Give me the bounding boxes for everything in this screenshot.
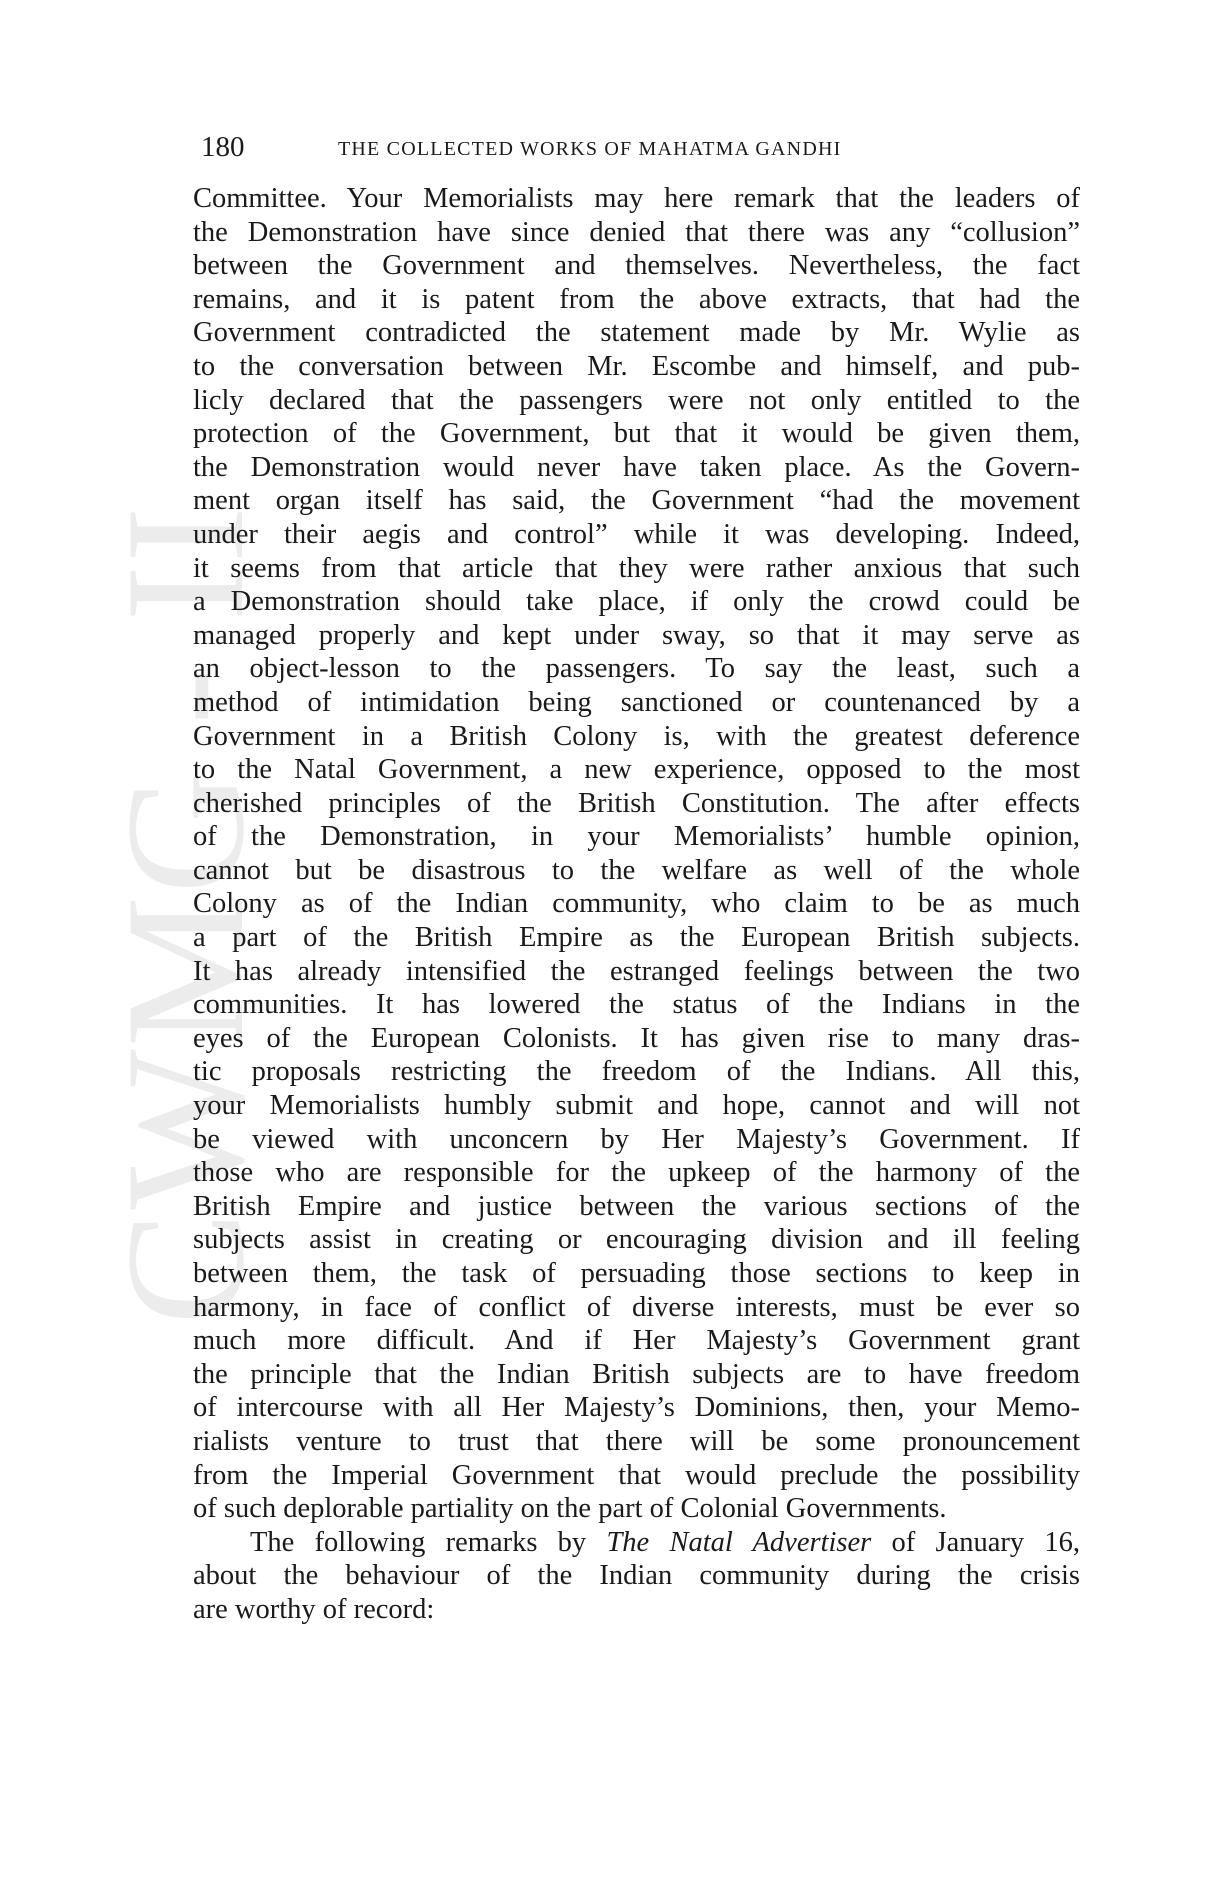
paragraph-2 xyxy=(193,1526,1080,1627)
text-line: those who are responsible for the upkeep of the harmony of the xyxy=(193,1157,1080,1189)
text-line: managed properly and kept under sway, so that it may serve as xyxy=(193,619,1080,651)
text-line: tic proposals restricting the freedom of the Indians. All this, xyxy=(193,1056,1080,1088)
text-line: Government in a British Colony is, with the greatest deference xyxy=(193,720,1080,752)
text-line xyxy=(193,1526,1080,1560)
text-line: it seems from that article that they were rather anxious that such xyxy=(193,552,1080,584)
text-line: between the Government and themselves. Nevertheless, the fact xyxy=(193,250,1080,282)
text-line: of such deplorable partiality on the part of Colonial Governments. xyxy=(193,1493,947,1525)
text-line: Committee. Your Memorialists may here remark that the leaders of xyxy=(193,183,1080,214)
text-line: It has already intensified the estranged feelings between the two xyxy=(193,955,1080,987)
text-line: rialists venture to trust that there will be some pronouncement xyxy=(193,1425,1080,1457)
running-title: THE COLLECTED WORKS OF MAHATMA GANDHI xyxy=(338,138,842,160)
text-line: between them, the task of persuading those sections to keep in xyxy=(193,1258,1080,1289)
text-line: are worthy of record: xyxy=(193,1593,435,1625)
text-line: subjects assist in creating or encouraging division and ill feeling xyxy=(193,1224,1080,1256)
text-line: much more difficult. And if Her Majesty’s Government grant xyxy=(193,1325,1080,1357)
text-line: the Demonstration have since denied that there was any “collusion” xyxy=(193,216,1080,248)
text-line: a Demonstration should take place, if only the crowd could be xyxy=(193,586,1080,618)
text-line: of intercourse with all Her Majesty’s Dominions, then, your Memo- xyxy=(193,1392,1080,1424)
text-line: from the Imperial Government that would preclude the possibility xyxy=(193,1459,1080,1491)
text-line: ment organ itself has said, the Government “had the movement xyxy=(193,485,1080,517)
running-head xyxy=(201,130,1081,170)
text-line: the principle that the Indian British subjects are to have freedom xyxy=(193,1358,1080,1390)
text-line: to the conversation between Mr. Escombe and himself, and pub- xyxy=(193,350,1080,382)
text-line: under their aegis and control” while it was developing. Indeed, xyxy=(193,518,1080,550)
text-line: harmony, in face of conflict of diverse interests, must be ever so xyxy=(193,1291,1080,1323)
text-line: the Demonstration would never have taken place. As the Govern- xyxy=(193,451,1080,483)
newspaper-title: The Natal Advertiser xyxy=(606,1526,872,1558)
watermark: CWMG - II xyxy=(91,504,279,1325)
body-text xyxy=(193,182,1080,1627)
text-line: cannot but be disastrous to the welfare as well of the whole xyxy=(193,854,1080,886)
text-line: eyes of the European Colonists. It has given rise to many dras- xyxy=(193,1022,1080,1054)
text-line: of the Demonstration, in your Memorialists’ humble opinion, xyxy=(193,821,1080,853)
text-line: remains, and it is patent from the above extracts, that had the xyxy=(193,283,1080,315)
text-line: cherished principles of the British Constitution. The after effects xyxy=(193,787,1080,819)
text-line: licly declared that the passengers were not only entitled to the xyxy=(193,384,1080,416)
text-line: your Memorialists humbly submit and hope, cannot and will not xyxy=(193,1090,1080,1122)
text-line: protection of the Government, but that it would be given them, xyxy=(193,418,1080,450)
paragraph-1 xyxy=(193,182,1080,1526)
page-number: 180 xyxy=(201,131,245,163)
text-line: Colony as of the Indian community, who claim to be as much xyxy=(193,888,1080,920)
text-line: to the Natal Government, a new experience, opposed to the most xyxy=(193,754,1080,786)
text-run: of January 16, xyxy=(871,1526,1080,1558)
text-line: about the behaviour of the Indian community during the crisis xyxy=(193,1560,1080,1592)
text-line: Government contradicted the statement made by Mr. Wylie as xyxy=(193,317,1080,349)
text-line: communities. It has lowered the status of the Indians in the xyxy=(193,989,1080,1021)
text-line: method of intimidation being sanctioned or countenanced by a xyxy=(193,686,1080,718)
text-line: a part of the British Empire as the European British subjects. xyxy=(193,922,1080,954)
text-run: The following remarks by xyxy=(250,1526,607,1558)
text-line: an object-lesson to the passengers. To say the least, such a xyxy=(193,653,1080,685)
text-line: be viewed with unconcern by Her Majesty’s Government. If xyxy=(193,1123,1080,1155)
text-line: British Empire and justice between the various sections of the xyxy=(193,1190,1080,1222)
